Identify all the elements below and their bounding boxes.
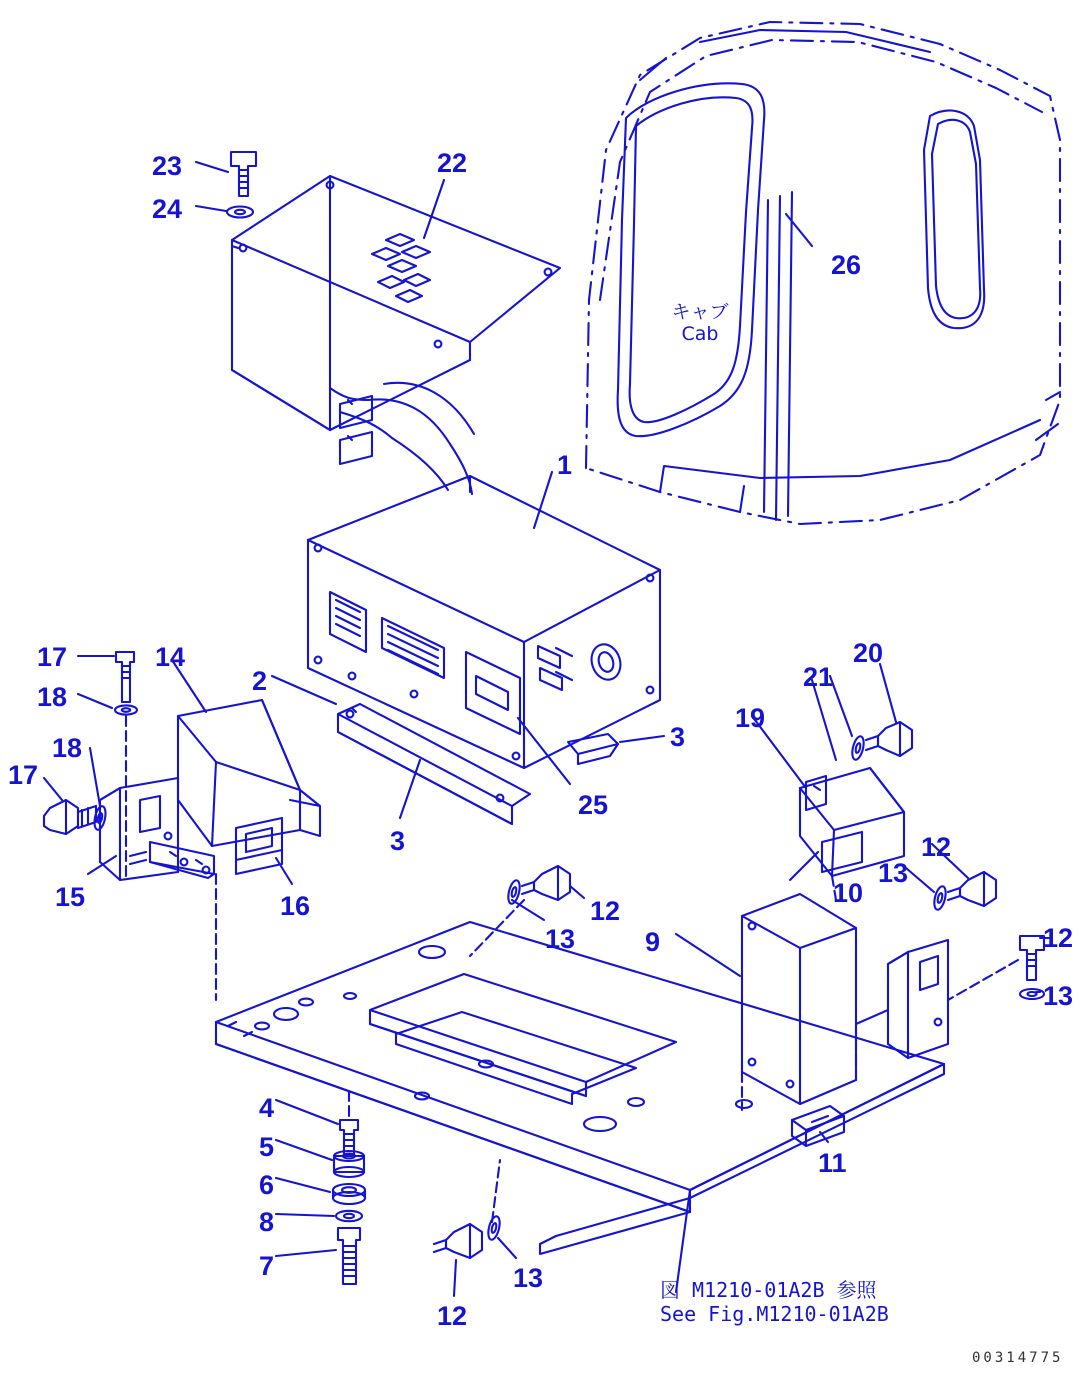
callout-8: 8 [259, 1207, 275, 1237]
bolt-17-lower [44, 800, 96, 834]
washer-13-right-lower [1020, 989, 1044, 999]
leader-3-right [620, 736, 664, 742]
callout-3-right: 3 [670, 722, 686, 752]
callout-22: 22 [437, 148, 468, 178]
callout-17-lower: 17 [8, 760, 39, 790]
callout-1: 1 [557, 450, 573, 480]
leader-1 [534, 472, 552, 528]
bolt-23 [231, 152, 256, 196]
washer-13-bottom [486, 1215, 502, 1241]
leader-2 [272, 676, 336, 704]
callout-18-lower: 18 [52, 733, 83, 763]
right-mount-bracket [856, 940, 948, 1058]
leader-bolt-top-base [470, 900, 524, 956]
callout-16: 16 [280, 891, 311, 921]
leader-24 [196, 206, 226, 211]
leader-17-lower [44, 778, 62, 800]
grommet-6 [333, 1184, 365, 1204]
leader-12-bottom [454, 1260, 456, 1296]
bolt-4 [340, 1120, 358, 1154]
leader-3-rail [400, 760, 420, 818]
callout-20: 20 [853, 638, 884, 668]
leader-bolt-to-bracket [948, 960, 1018, 1000]
callout-13-right-upper: 13 [878, 858, 909, 888]
bolt-12-bottom [434, 1224, 482, 1258]
bolt-17-upper [116, 652, 134, 702]
reference-note-jp: 図 M1210-01A2B 参照 [660, 1278, 877, 1302]
leader-9 [676, 934, 740, 976]
callout-13-bottom: 13 [513, 1263, 544, 1293]
box-9 [742, 894, 856, 1104]
callout-24: 24 [152, 194, 183, 224]
cab-label [654, 302, 746, 346]
leader-25 [518, 718, 570, 784]
callout-21: 21 [803, 662, 834, 692]
plate-15 [100, 778, 214, 880]
leader-8 [276, 1214, 334, 1216]
cab-outline [586, 22, 1060, 524]
duct-hose [330, 383, 474, 494]
bolt-12-right-lower [1020, 936, 1044, 980]
leader-23 [196, 162, 228, 172]
callout-17-upper: 17 [37, 642, 68, 672]
callout-18-upper: 18 [37, 682, 68, 712]
leader-5 [276, 1140, 332, 1160]
leader-18-upper [78, 694, 112, 708]
leader-13-bottom [498, 1238, 516, 1258]
leader-26 [786, 214, 812, 246]
callout-10: 10 [833, 878, 864, 908]
bolt-12-top [522, 866, 570, 900]
callout-2: 2 [252, 666, 268, 696]
reference-note [660, 1278, 889, 1326]
callout-12-top: 12 [590, 896, 621, 926]
rail-2 [338, 704, 530, 824]
bolt-20 [866, 722, 912, 756]
document-id: 00314775 [972, 1350, 1064, 1366]
leader-10 [790, 852, 818, 880]
callout-25: 25 [578, 790, 609, 820]
leader-7 [276, 1250, 336, 1256]
bolt-12-right-upper [948, 872, 996, 906]
washer-13-right-upper [932, 885, 948, 911]
leader-20 [880, 664, 896, 722]
bracket-3-right [568, 734, 618, 764]
callout-26: 26 [831, 250, 862, 280]
leader-21b [830, 676, 852, 736]
callout-23: 23 [152, 151, 183, 181]
leader-16 [276, 858, 292, 884]
callout-19: 19 [735, 703, 766, 733]
main-unit-1 [308, 476, 660, 768]
callout-6: 6 [259, 1170, 275, 1200]
bolt-7 [338, 1228, 360, 1284]
cover-plate-22 [232, 176, 560, 430]
callout-3-rail: 3 [390, 826, 406, 856]
cab-label-jp: キャブ [671, 301, 729, 323]
leader-reference-note [676, 1190, 690, 1292]
cab-label-en: Cab [681, 322, 719, 345]
callout-13-top: 13 [545, 924, 576, 954]
reference-note-en: See Fig.M1210-01A2B [660, 1302, 889, 1326]
leader-13-top [512, 900, 544, 920]
callout-12-right-upper: 12 [921, 832, 952, 862]
callout-12-bottom: 12 [437, 1301, 468, 1331]
callout-13-right-lower: 13 [1043, 981, 1074, 1011]
leader-6 [276, 1178, 330, 1192]
washer-18-upper [115, 705, 137, 714]
callout-15: 15 [55, 882, 86, 912]
leader-22 [424, 180, 444, 238]
leader-12-top [570, 886, 584, 898]
leader-13-ru [906, 868, 934, 892]
callout-12-right-lower: 12 [1043, 923, 1074, 953]
callout-7: 7 [259, 1251, 275, 1281]
washer-21 [850, 735, 866, 761]
clamp-16 [236, 818, 282, 874]
leader-18-lower [90, 748, 100, 806]
washer-8 [336, 1211, 362, 1221]
leader-21 [812, 680, 836, 760]
callout-11: 11 [818, 1148, 847, 1178]
callout-9: 9 [645, 927, 661, 957]
callout-14: 14 [155, 642, 186, 672]
washer-24 [227, 207, 253, 218]
leader-4 [276, 1100, 338, 1124]
callout-4: 4 [259, 1093, 275, 1123]
callout-5: 5 [259, 1132, 275, 1162]
leader-bolt-bottom-base [492, 1160, 500, 1222]
